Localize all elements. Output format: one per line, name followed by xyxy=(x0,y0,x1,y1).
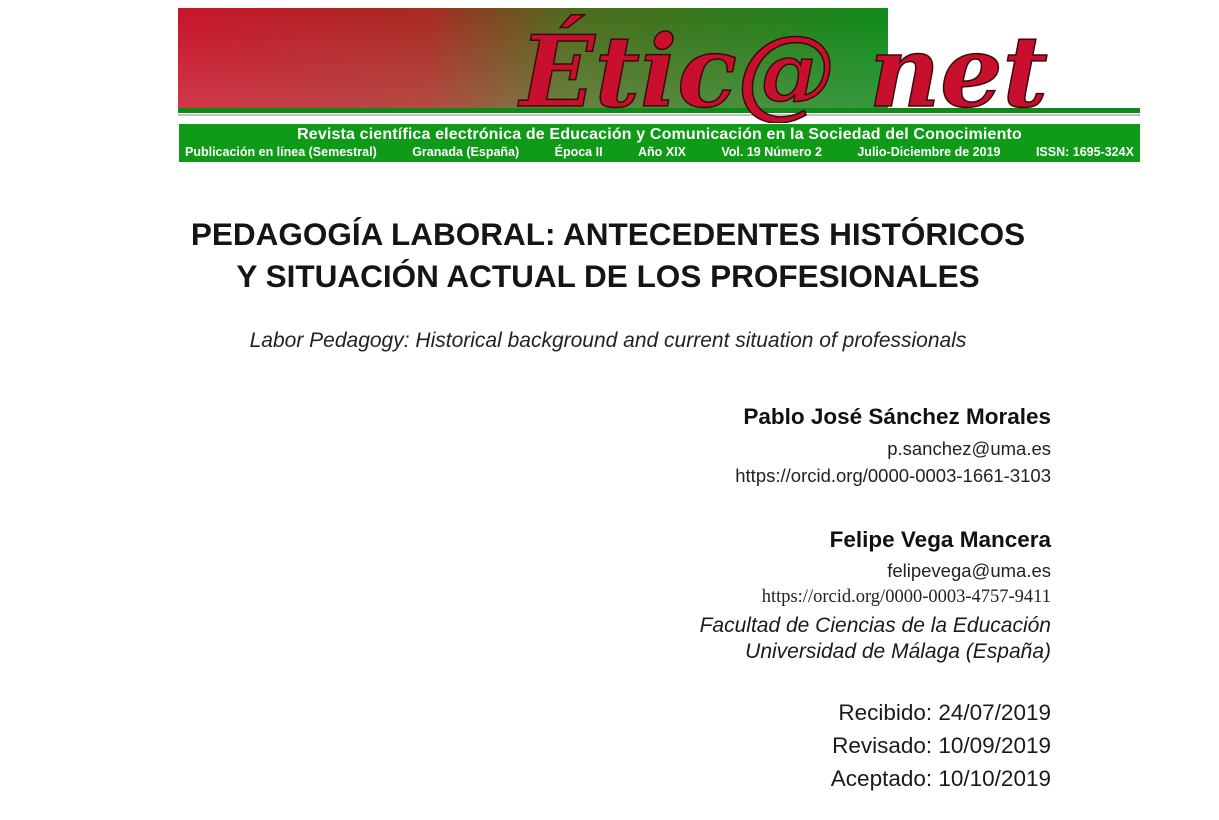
author-name-1: Pablo José Sánchez Morales xyxy=(743,404,1051,429)
affiliation-university: Universidad de Málaga (España) xyxy=(745,640,1051,663)
author-email-2[interactable]: felipevega@uma.es xyxy=(887,560,1051,581)
publication-year: Año XIX xyxy=(638,145,686,159)
masthead-logo xyxy=(178,8,1140,123)
publication-place: Granada (España) xyxy=(412,145,520,159)
publication-frequency: Publicación en línea (Semestral) xyxy=(185,145,377,159)
author-orcid-1[interactable]: https://orcid.org/0000-0003-1661-3103 xyxy=(735,465,1051,486)
author-email-1[interactable]: p.sanchez@uma.es xyxy=(887,438,1051,459)
article-title-english: Labor Pedagogy: Historical background and current situation of professionals xyxy=(249,329,967,352)
journal-info-bar xyxy=(179,124,1140,162)
journal-masthead xyxy=(178,8,1140,123)
date-received: Recibido: 24/07/2019 xyxy=(838,700,1051,725)
publication-issn: ISSN: 1695-324X xyxy=(1035,145,1134,159)
publication-details xyxy=(185,145,1134,159)
article-title xyxy=(100,213,1116,297)
logo-wordmark: Étic@ net xyxy=(520,15,1048,123)
date-accepted: Aceptado: 10/10/2019 xyxy=(830,766,1051,791)
author-orcid-2[interactable]: https://orcid.org/0000-0003-4757-9411 xyxy=(761,587,1051,607)
publication-period: Julio-Diciembre de 2019 xyxy=(857,145,1001,159)
affiliation-faculty: Facultad de Ciencias de la Educación xyxy=(699,614,1051,637)
publication-epoch: Época II xyxy=(554,145,603,159)
article-title-line2: Y SITUACIÓN ACTUAL DE LOS PROFESIONALES xyxy=(236,258,980,294)
date-revised: Revisado: 10/09/2019 xyxy=(832,733,1051,758)
journal-subtitle: Revista científica electrónica de Educación y Comunicación en la Sociedad del Conocimiento xyxy=(297,126,1022,143)
publication-volume: Vol. 19 Número 2 xyxy=(721,145,822,159)
author-name-2: Felipe Vega Mancera xyxy=(829,527,1051,552)
article-title-line1: PEDAGOGÍA LABORAL: ANTECEDENTES HISTÓRICOS xyxy=(190,216,1026,252)
